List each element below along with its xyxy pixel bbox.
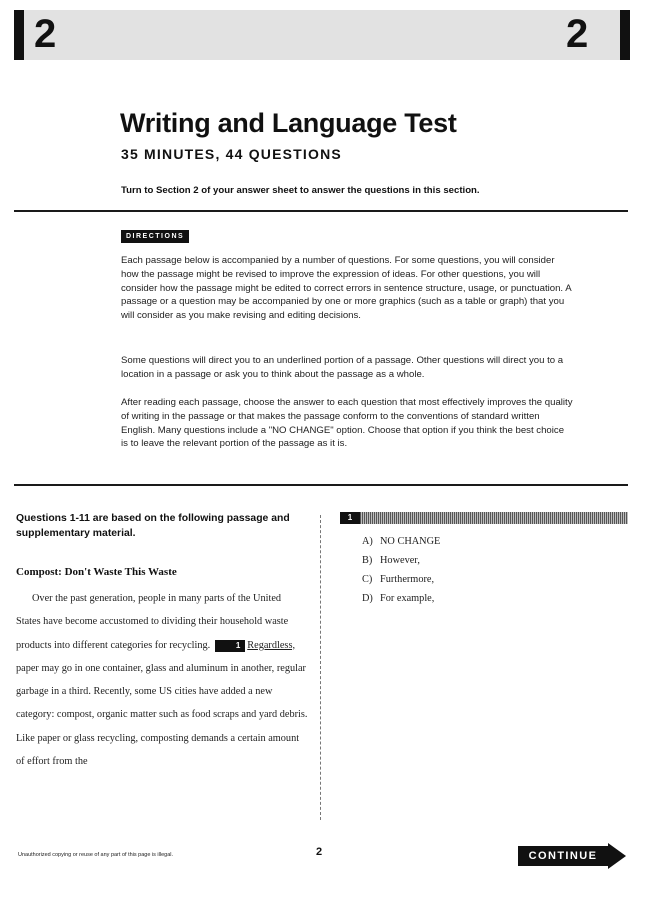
option-letter: D): [362, 593, 373, 604]
option-letter: C): [362, 574, 373, 585]
directions-paragraph-1: Each passage below is accompanied by a number of questions. For some questions, you will consider how the passage might be revised to improve the expression of ideas. For other questions, you will consider how the passage might be edited to correct errors in sentence structure, usage, or punctuation. A passage or a question may be accompanied by one or more graphics (such as a table or graph) that you will consider as you make revising and editing decisions.: [121, 255, 572, 322]
passage-intro: Questions 1-11 are based on the following passage and supplementary material.: [16, 513, 290, 539]
question-header-bar: [340, 512, 628, 524]
passage-title: Compost: Don't Waste This Waste: [16, 566, 177, 578]
option-letter: A): [362, 536, 373, 547]
divider-rule-bottom: [14, 484, 628, 486]
section-number-right: 2: [566, 12, 589, 56]
section-instruction: Turn to Section 2 of your answer sheet to answer the questions in this section.: [121, 185, 480, 196]
option-text: However,: [380, 555, 420, 566]
divider-rule-top: [14, 210, 628, 212]
left-black-bar: [14, 10, 24, 60]
continue-label: CONTINUE: [518, 846, 608, 866]
column-divider: [320, 515, 321, 820]
answer-options: [362, 532, 440, 608]
question-marker[interactable]: 1: [215, 640, 245, 652]
passage-text-before: Over the past generation, people in many parts of the United States have become accustomed to dividing their household waste products into different categories for recycling.: [16, 593, 289, 651]
test-subtitle: 35 MINUTES, 44 QUESTIONS: [121, 146, 342, 162]
right-black-bar: [620, 10, 630, 60]
answer-option-c[interactable]: [362, 570, 440, 589]
test-title: Writing and Language Test: [120, 108, 457, 138]
underlined-portion[interactable]: Regardless,: [247, 639, 296, 651]
option-text: Furthermore,: [380, 574, 435, 585]
question-number: 1: [340, 512, 360, 524]
option-letter: B): [362, 555, 373, 566]
option-text: For example,: [380, 593, 435, 604]
directions-paragraph-2: Some questions will direct you to an underlined portion of a passage. Other questions will direct you to a location in a passage or ask you to think about the passage as a whole.: [121, 355, 564, 380]
option-text: NO CHANGE: [380, 536, 441, 547]
passage-text-after: paper may go in one container, glass and aluminum in another, regular garbage in a third. Recently, some US cities have added a new category: compost, organic matter such as food scraps and yard debris. Like paper or glass recycling, composting demands a certain amount of effort from the: [16, 662, 308, 768]
section-number-left: 2: [34, 12, 57, 56]
answer-option-a[interactable]: [362, 532, 440, 551]
directions-paragraph-3: After reading each passage, choose the answer to each question that most effectively improves the quality of writing in the passage or that makes the passage conform to the conventions of standard written English. Many questions include a "NO CHANGE" option. Choose that option if you think the best choice is to leave the relevant portion of the passage as it is.: [121, 397, 573, 450]
section-header-band: [14, 10, 630, 60]
continue-arrow-icon: [608, 843, 626, 869]
copyright-note: Unauthorized copying or reuse of any part of this page is illegal.: [18, 852, 174, 858]
answer-option-d[interactable]: [362, 589, 440, 608]
page-number: 2: [316, 846, 323, 858]
answer-option-b[interactable]: [362, 551, 440, 570]
passage-body: [16, 587, 308, 773]
directions-label: DIRECTIONS: [121, 230, 189, 243]
